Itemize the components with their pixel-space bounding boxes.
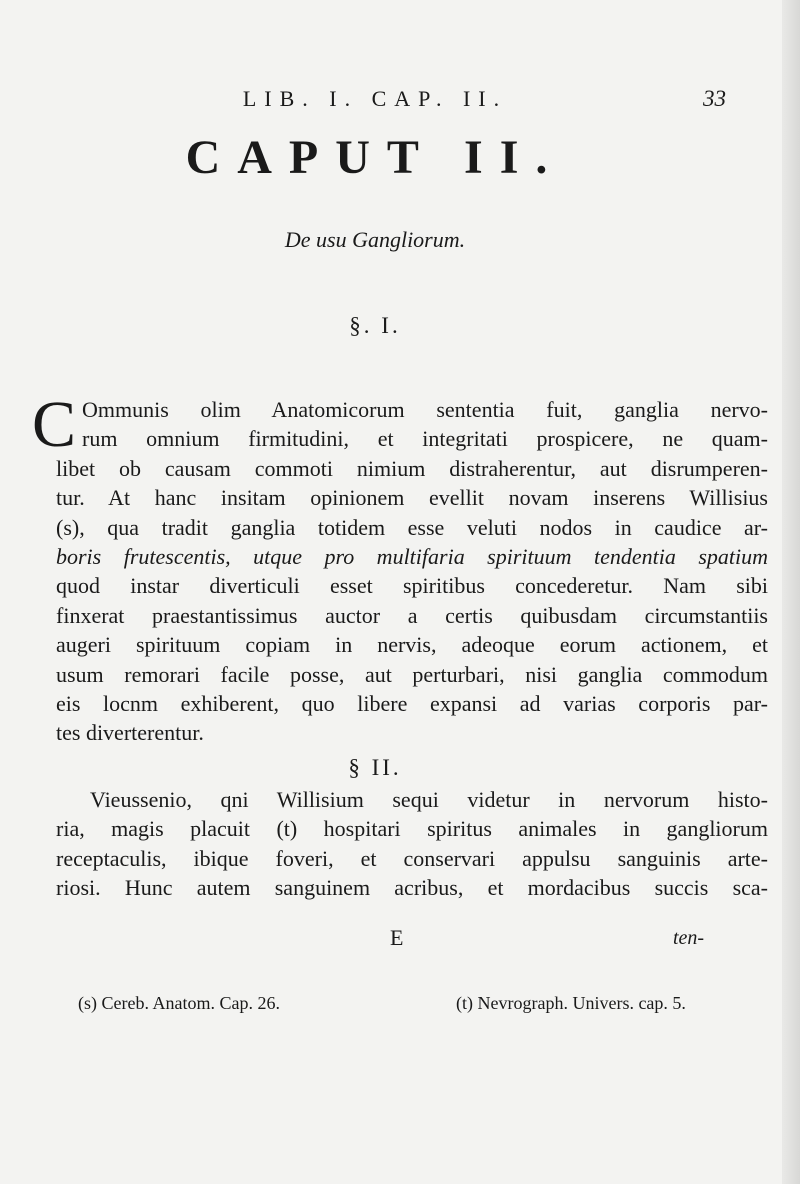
chapter-subtitle: De usu Gangliorum.	[284, 227, 466, 252]
drop-cap: C	[32, 388, 77, 461]
text-line: libet ob causam commoti nimium distraherentur, aut disrumperen-	[56, 455, 768, 481]
text-line: finxerat praestantissimus auctor a certis quibusdam circumstantiis	[56, 602, 768, 628]
text-line: (s), qua tradit ganglia totidem esse veluti nodos in caudice ar-	[56, 514, 768, 540]
text-line: tur. At hanc insitam opinionem evellit novam inserens Willisius	[56, 485, 768, 511]
signature-mark: E	[390, 925, 404, 950]
text-line: quod instar diverticuli esset spiritibus concederetur. Nam sibi	[56, 573, 768, 599]
text-line: tes diverterentur.	[56, 720, 204, 746]
text-line: ria, magis placuit (t) hospitari spiritus animales in gangliorum	[56, 816, 768, 842]
section-2-paragraph	[56, 785, 768, 903]
text-line: Ommunis olim Anatomicorum sententia fuit, ganglia nervo-	[82, 397, 768, 422]
page-edge-shadow	[782, 0, 800, 1184]
section-1-paragraph	[32, 388, 768, 748]
running-head: LIB. I. CAP. II.	[242, 86, 508, 111]
section-heading-2: § II.	[348, 755, 402, 780]
page-number: 33	[703, 86, 726, 111]
text-line: Vieussenio, qni Willisium sequi videtur in nervorum histo-	[90, 787, 768, 812]
chapter-title: CAPUT II.	[185, 131, 565, 184]
catchword: ten-	[673, 927, 705, 949]
text-line: receptaculis, ibique foveri, et conservari appulsu sanguinis arte-	[56, 845, 768, 871]
text-line: augeri spirituum copiam in nervis, adeoque eorum actionem, et	[56, 632, 768, 658]
footnote-t: (t) Nevrograph. Univers. cap. 5.	[456, 993, 686, 1013]
text-line: usum remorari facile posse, aut perturbari, nisi ganglia commodum	[56, 661, 768, 687]
text-line: riosi. Hunc autem sanguinem acribus, et mordacibus succis sca-	[56, 875, 768, 901]
text-line: eis locnm exhiberent, quo libere expansi ad varias corporis par-	[56, 691, 768, 717]
section-heading-1: §. I.	[349, 313, 401, 338]
text-line: rum omnium firmitudini, et integritati prospicere, ne quam-	[82, 426, 768, 452]
footnote-s: (s) Cereb. Anatom. Cap. 26.	[78, 993, 280, 1013]
text-line: boris frutescentis, utque pro multifaria spirituum tendentia spatium	[56, 544, 768, 570]
